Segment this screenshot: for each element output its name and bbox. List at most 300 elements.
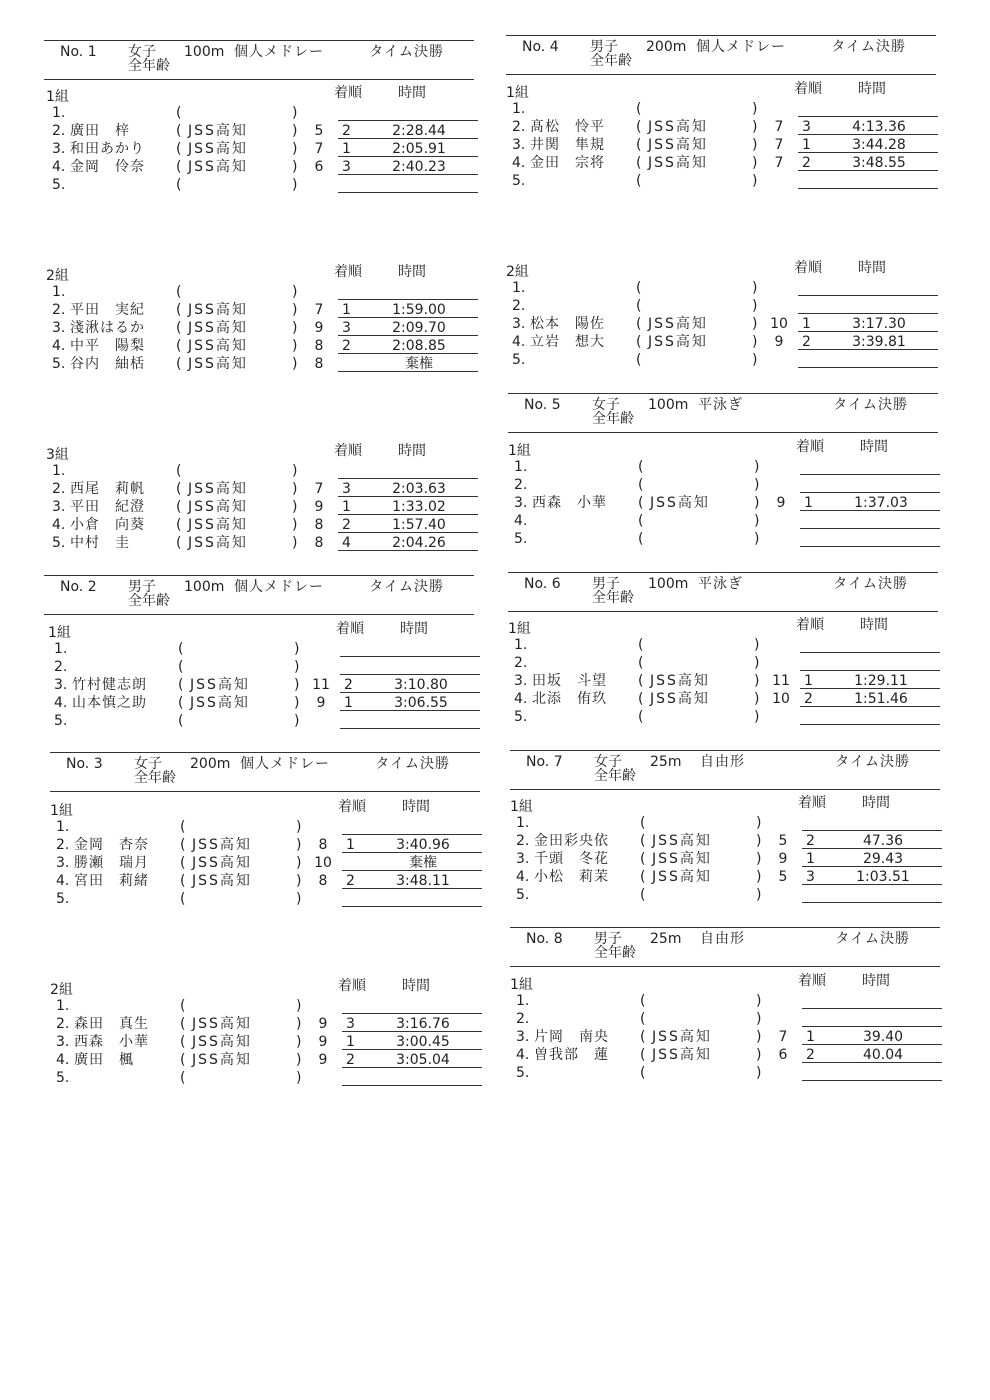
paren-open: ( [180, 819, 186, 835]
lane-number: 2. [516, 833, 530, 849]
event-number: No. 6 [524, 576, 561, 592]
swimmer-name: 小倉 向葵 [70, 517, 145, 533]
group-label: 3組 [46, 447, 69, 463]
finish-time: 2:40.23 [392, 159, 446, 175]
swimmer-name: 立岩 想大 [530, 334, 605, 350]
paren-open: ( [180, 837, 186, 853]
finish-time: 3:16.76 [396, 1016, 450, 1032]
finish-time: 3:44.28 [852, 137, 906, 153]
team-name: JSS高知 [648, 119, 708, 135]
lane-row [48, 712, 478, 730]
lane-number: 1. [56, 998, 70, 1014]
lane-row [50, 997, 480, 1015]
event-header-7 [510, 750, 940, 790]
group-label: 1組 [506, 85, 529, 101]
finish-place: 1 [802, 137, 811, 153]
finish-time: 1:33.02 [392, 499, 446, 515]
paren-close: ) [292, 338, 298, 354]
swimmer-age: 9 [318, 1052, 328, 1068]
group-label: 1組 [508, 621, 531, 637]
swimmer-age: 8 [314, 517, 324, 533]
finish-time: 40.04 [862, 1047, 904, 1063]
paren-close: ) [292, 481, 298, 497]
paren-open: ( [176, 123, 182, 139]
lane-number: 1. [514, 459, 528, 475]
lane-number: 3. [516, 1029, 530, 1045]
finish-time: 3:40.96 [396, 837, 450, 853]
paren-open: ( [178, 713, 184, 729]
group-label: 1組 [48, 625, 71, 641]
paren-close: ) [754, 513, 760, 529]
lane-row [46, 158, 476, 176]
swimmer-age: 5 [778, 833, 788, 849]
lane-row [50, 1051, 480, 1069]
event-number: No. 2 [60, 579, 97, 595]
lane-row [50, 1015, 480, 1033]
team-name: JSS高知 [650, 673, 710, 689]
team-name: JSS高知 [190, 695, 250, 711]
paren-open: ( [180, 1052, 186, 1068]
lane-number: 5. [514, 709, 528, 725]
heat-group [46, 440, 476, 560]
finish-time: 4:13.36 [852, 119, 906, 135]
paren-close: ) [296, 891, 302, 907]
team-name: JSS高知 [188, 320, 248, 336]
swimmer-age: 9 [314, 499, 324, 515]
team-name: JSS高知 [652, 869, 712, 885]
lane-number: 5. [52, 177, 66, 193]
paren-open: ( [180, 855, 186, 871]
lane-row [48, 640, 478, 658]
paren-open: ( [636, 173, 642, 189]
finish-place: 2 [342, 338, 351, 354]
paren-close: ) [292, 105, 298, 121]
paren-open: ( [178, 677, 184, 693]
lane-number: 2. [56, 837, 70, 853]
lane-row [508, 654, 938, 672]
paren-open: ( [640, 887, 646, 903]
finish-time: 2:05.91 [392, 141, 446, 157]
time-header: 時間 [402, 799, 430, 815]
paren-close: ) [296, 1016, 302, 1032]
event-age: 全年齢 [592, 411, 634, 427]
team-name: JSS高知 [188, 302, 248, 318]
finish-place: 2 [346, 873, 355, 889]
lane-number: 5. [512, 352, 526, 368]
swimmer-name: 曽我部 蓮 [534, 1047, 609, 1063]
place-header: 着順 [334, 264, 362, 280]
heat-group [508, 614, 938, 734]
event-style: 自由形 [700, 931, 745, 947]
paren-open: ( [176, 141, 182, 157]
event-age: 全年齢 [594, 768, 636, 784]
team-name: JSS高知 [192, 873, 252, 889]
event-type: タイム決勝 [835, 931, 910, 947]
place-header: 着順 [334, 443, 362, 459]
lane-number: 3. [514, 495, 528, 511]
lane-row [46, 301, 476, 319]
place-header: 着順 [794, 81, 822, 97]
event-type: タイム決勝 [375, 756, 450, 772]
finish-time: 3:05.04 [396, 1052, 450, 1068]
lane-number: 4. [56, 873, 70, 889]
paren-close: ) [754, 709, 760, 725]
paren-open: ( [176, 284, 182, 300]
paren-close: ) [756, 887, 762, 903]
event-age: 全年齢 [128, 593, 170, 609]
finish-place: 1 [342, 499, 351, 515]
team-name: JSS高知 [192, 1016, 252, 1032]
event-type: タイム決勝 [831, 39, 906, 55]
lane-row [48, 658, 478, 676]
paren-open: ( [176, 320, 182, 336]
swimmer-age: 7 [774, 119, 784, 135]
lane-row [50, 836, 480, 854]
lane-number: 3. [514, 673, 528, 689]
paren-open: ( [180, 1016, 186, 1032]
time-header: 時間 [858, 81, 886, 97]
lane-number: 4. [52, 159, 66, 175]
result-underline [342, 1013, 482, 1014]
paren-open: ( [178, 641, 184, 657]
finish-place: 1 [342, 302, 351, 318]
paren-open: ( [636, 101, 642, 117]
result-underline [802, 1008, 942, 1009]
place-header: 着順 [798, 795, 826, 811]
lane-number: 5. [54, 713, 68, 729]
paren-close: ) [292, 141, 298, 157]
paren-open: ( [636, 280, 642, 296]
paren-close: ) [754, 477, 760, 493]
lane-row [510, 814, 940, 832]
event-gender: 女子 [128, 44, 156, 60]
result-underline [338, 120, 478, 121]
lane-number: 3. [52, 320, 66, 336]
paren-close: ) [752, 334, 758, 350]
time-header: 時間 [398, 85, 426, 101]
lane-row [50, 854, 480, 872]
event-number: No. 3 [66, 756, 103, 772]
paren-close: ) [752, 352, 758, 368]
event-gender: 女子 [594, 754, 622, 770]
finish-place: 2 [344, 677, 353, 693]
swimmer-name: 田坂 斗望 [532, 673, 607, 689]
lane-row [508, 512, 938, 530]
event-header-4 [506, 35, 936, 75]
result-underline [800, 528, 940, 529]
paren-open: ( [640, 869, 646, 885]
event-distance: 200m [646, 39, 687, 55]
paren-open: ( [638, 673, 644, 689]
event-gender: 女子 [592, 397, 620, 413]
swimmer-name: 竹村健志朗 [72, 677, 147, 693]
swimmer-age: 9 [774, 334, 784, 350]
event-distance: 200m [190, 756, 231, 772]
lane-number: 1. [516, 815, 530, 831]
paren-close: ) [292, 535, 298, 551]
paren-close: ) [296, 998, 302, 1014]
result-underline [800, 546, 940, 547]
paren-close: ) [752, 137, 758, 153]
lane-row [510, 1064, 940, 1082]
heat-group [46, 261, 476, 381]
lane-number: 3. [516, 851, 530, 867]
swimmer-name: 廣田 梓 [70, 123, 130, 139]
paren-close: ) [754, 673, 760, 689]
result-underline [340, 656, 480, 657]
finish-place: 2 [802, 334, 811, 350]
event-style: 個人メドレー [240, 756, 330, 772]
lane-number: 2. [52, 302, 66, 318]
swimmer-age: 11 [312, 677, 330, 693]
event-type: タイム決勝 [835, 754, 910, 770]
event-distance: 25m [650, 931, 682, 947]
lane-number: 3. [56, 1034, 70, 1050]
paren-close: ) [756, 1065, 762, 1081]
finish-time: 1:51.46 [854, 691, 908, 707]
lane-number: 4. [52, 338, 66, 354]
paren-open: ( [178, 659, 184, 675]
paren-open: ( [640, 1029, 646, 1045]
swimmer-age: 10 [314, 855, 332, 871]
paren-open: ( [636, 334, 642, 350]
lane-number: 1. [514, 637, 528, 653]
team-name: JSS高知 [188, 517, 248, 533]
lane-number: 2. [52, 481, 66, 497]
paren-open: ( [638, 495, 644, 511]
swimmer-age: 11 [772, 673, 790, 689]
event-type: タイム決勝 [833, 397, 908, 413]
team-name: JSS高知 [192, 855, 252, 871]
lane-number: 3. [54, 677, 68, 693]
paren-close: ) [752, 119, 758, 135]
swimmer-name: 金岡 伶奈 [70, 159, 145, 175]
lane-row [506, 154, 936, 172]
swimmer-age: 7 [778, 1029, 788, 1045]
group-label: 1組 [510, 799, 533, 815]
time-header: 時間 [862, 795, 890, 811]
paren-open: ( [176, 517, 182, 533]
lane-row [46, 516, 476, 534]
lane-row [510, 992, 940, 1010]
paren-open: ( [638, 691, 644, 707]
lane-row [508, 672, 938, 690]
paren-close: ) [292, 356, 298, 372]
heat-group [506, 257, 936, 377]
finish-place: 1 [806, 851, 815, 867]
place-header: 着順 [798, 973, 826, 989]
paren-open: ( [180, 998, 186, 1014]
group-label: 2組 [46, 268, 69, 284]
event-age: 全年齢 [592, 590, 634, 606]
paren-open: ( [640, 1047, 646, 1063]
paren-close: ) [292, 123, 298, 139]
lane-row [50, 1069, 480, 1087]
swimmer-name: 金田彩央依 [534, 833, 609, 849]
event-gender: 女子 [134, 756, 162, 772]
event-gender: 男子 [594, 931, 622, 947]
team-name: JSS高知 [650, 691, 710, 707]
paren-open: ( [176, 159, 182, 175]
finish-place: 3 [342, 159, 351, 175]
lane-number: 4. [52, 517, 66, 533]
lane-row [506, 136, 936, 154]
finish-place: 1 [802, 316, 811, 332]
finish-time: 3:39.81 [852, 334, 906, 350]
swimmer-name: 井関 隼規 [530, 137, 605, 153]
swimmer-age: 6 [314, 159, 324, 175]
paren-open: ( [178, 695, 184, 711]
result-underline [798, 367, 938, 368]
finish-place: 1 [344, 695, 353, 711]
group-label: 1組 [508, 443, 531, 459]
event-style: 個人メドレー [234, 44, 324, 60]
paren-open: ( [180, 1070, 186, 1086]
place-header: 着順 [794, 260, 822, 276]
lane-row [46, 480, 476, 498]
event-number: No. 5 [524, 397, 561, 413]
swimmer-age: 10 [772, 691, 790, 707]
time-header: 時間 [860, 439, 888, 455]
team-name: JSS高知 [648, 137, 708, 153]
lane-number: 5. [514, 531, 528, 547]
finish-time: 2:04.26 [392, 535, 446, 551]
team-name: JSS高知 [188, 356, 248, 372]
lane-number: 5. [52, 356, 66, 372]
event-distance: 100m [648, 397, 689, 413]
lane-number: 2. [512, 298, 526, 314]
lane-row [506, 118, 936, 136]
swimmer-age: 5 [778, 869, 788, 885]
result-underline [800, 652, 940, 653]
finish-time: 1:59.00 [392, 302, 446, 318]
event-style: 平泳ぎ [698, 576, 743, 592]
paren-open: ( [176, 481, 182, 497]
swimmer-age: 9 [776, 495, 786, 511]
result-underline [340, 728, 480, 729]
lane-row [510, 1028, 940, 1046]
heat-group [506, 78, 936, 198]
finish-place: 4 [342, 535, 351, 551]
result-underline [798, 313, 938, 314]
swimmer-age: 9 [316, 695, 326, 711]
event-type: タイム決勝 [833, 576, 908, 592]
paren-open: ( [176, 499, 182, 515]
lane-row [46, 283, 476, 301]
swimmer-name: 谷内 紬栝 [70, 356, 145, 372]
finish-place: 1 [346, 837, 355, 853]
team-name: JSS高知 [188, 481, 248, 497]
swimmer-age: 5 [314, 123, 324, 139]
paren-open: ( [638, 655, 644, 671]
paren-close: ) [756, 815, 762, 831]
lane-number: 4. [56, 1052, 70, 1068]
team-name: JSS高知 [652, 1029, 712, 1045]
lane-number: 3. [52, 499, 66, 515]
paren-close: ) [292, 320, 298, 336]
team-name: JSS高知 [192, 837, 252, 853]
lane-row [508, 458, 938, 476]
finish-time: 1:57.40 [392, 517, 446, 533]
swimmer-age: 8 [314, 356, 324, 372]
paren-close: ) [292, 517, 298, 533]
swimmer-age: 10 [770, 316, 788, 332]
finish-place: 2 [806, 833, 815, 849]
lane-number: 2. [54, 659, 68, 675]
result-underline [798, 116, 938, 117]
swimmer-name: 平田 紀澄 [70, 499, 145, 515]
event-header-8 [510, 927, 940, 967]
paren-close: ) [292, 463, 298, 479]
paren-close: ) [756, 833, 762, 849]
paren-close: ) [296, 819, 302, 835]
team-name: JSS高知 [188, 123, 248, 139]
swimmer-name: 中平 陽梨 [70, 338, 145, 354]
swimmer-age: 8 [314, 535, 324, 551]
lane-row [46, 355, 476, 373]
time-header: 時間 [398, 264, 426, 280]
event-age: 全年齢 [590, 53, 632, 69]
paren-close: ) [296, 1070, 302, 1086]
lane-number: 5. [56, 891, 70, 907]
lane-number: 5. [52, 535, 66, 551]
lane-row [510, 886, 940, 904]
swimmer-name: 淺湫はるか [70, 320, 145, 336]
event-distance: 100m [184, 579, 225, 595]
lane-number: 1. [52, 284, 66, 300]
lane-number: 1. [512, 280, 526, 296]
lane-number: 4. [516, 1047, 530, 1063]
event-number: No. 7 [526, 754, 563, 770]
paren-close: ) [752, 316, 758, 332]
event-distance: 25m [650, 754, 682, 770]
paren-close: ) [294, 713, 300, 729]
time-header: 時間 [860, 617, 888, 633]
paren-close: ) [756, 993, 762, 1009]
paren-open: ( [176, 105, 182, 121]
group-label: 1組 [510, 977, 533, 993]
swimmer-name: 千頭 冬花 [534, 851, 609, 867]
paren-open: ( [636, 298, 642, 314]
team-name: JSS高知 [652, 833, 712, 849]
paren-open: ( [640, 1065, 646, 1081]
lane-number: 1. [52, 463, 66, 479]
lane-number: 4. [514, 513, 528, 529]
result-underline [800, 474, 940, 475]
lane-row [48, 676, 478, 694]
result-underline [802, 1026, 942, 1027]
finish-time: 2:28.44 [392, 123, 446, 139]
swimmer-age: 7 [314, 141, 324, 157]
lane-row [510, 850, 940, 868]
paren-close: ) [752, 173, 758, 189]
finish-place: 2 [346, 1052, 355, 1068]
paren-close: ) [752, 155, 758, 171]
place-header: 着順 [796, 439, 824, 455]
swimmer-age: 9 [778, 851, 788, 867]
team-name: JSS高知 [648, 155, 708, 171]
event-header-1 [44, 40, 474, 80]
paren-close: ) [756, 1011, 762, 1027]
paren-close: ) [752, 101, 758, 117]
lane-number: 2. [512, 119, 526, 135]
paren-close: ) [756, 1047, 762, 1063]
paren-open: ( [180, 1034, 186, 1050]
paren-close: ) [754, 691, 760, 707]
paren-close: ) [292, 302, 298, 318]
finish-place: 2 [804, 691, 813, 707]
swimmer-age: 9 [318, 1016, 328, 1032]
